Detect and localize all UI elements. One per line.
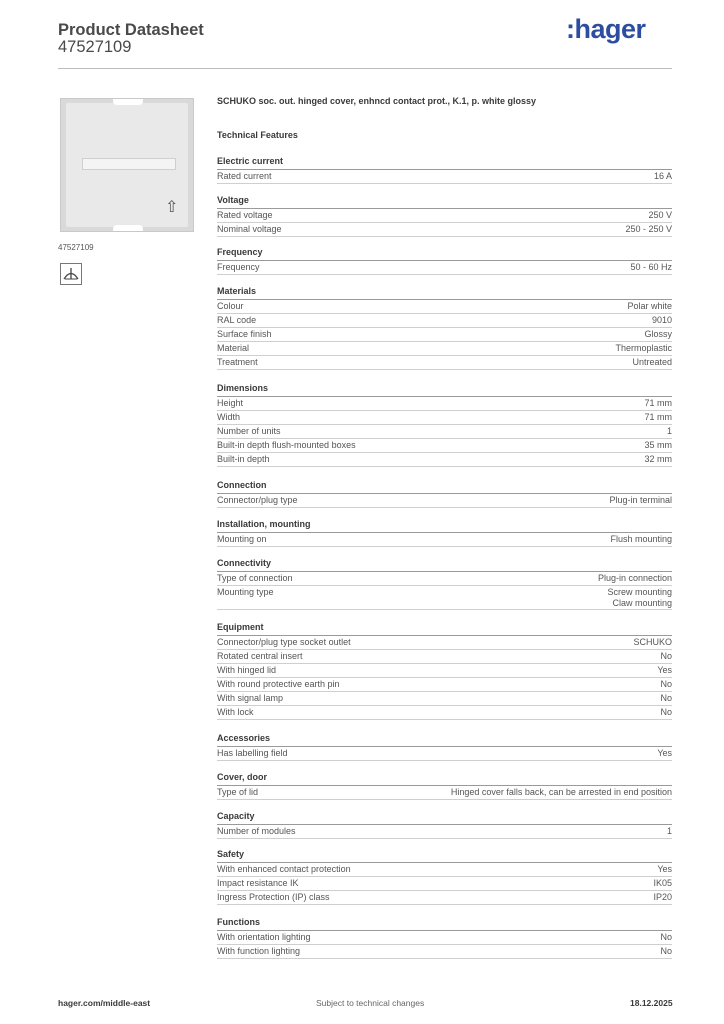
- bottom-notch: [113, 225, 143, 231]
- spec-row: [217, 223, 672, 237]
- spec-value: SCHUKO: [633, 637, 672, 647]
- spec-label: With hinged lid: [217, 665, 277, 675]
- footer-website: hager.com/middle-east: [58, 998, 151, 1008]
- spec-row: [217, 439, 672, 453]
- header-divider: [58, 68, 672, 69]
- spec-row: [217, 342, 672, 356]
- spec-row: [217, 786, 672, 800]
- section: [217, 558, 672, 610]
- technical-features-heading: Technical Features: [217, 130, 298, 140]
- spec-label: Colour: [217, 301, 244, 311]
- product-image: [60, 98, 194, 232]
- spec-value: Thermoplastic: [615, 343, 672, 353]
- section: [217, 849, 672, 905]
- section-title: Accessories: [217, 733, 672, 747]
- section-title: Safety: [217, 849, 672, 863]
- spec-label: Surface finish: [217, 329, 272, 339]
- spec-value: IK05: [653, 878, 672, 888]
- spec-label: Rated voltage: [217, 210, 273, 220]
- section-title: Electric current: [217, 156, 672, 170]
- spec-value: Hinged cover falls back, can be arrested in end position: [450, 787, 672, 797]
- spec-row: [217, 636, 672, 650]
- spec-value: No: [660, 679, 672, 689]
- section: [217, 480, 672, 508]
- spec-value: 1: [666, 426, 672, 436]
- spec-row: [217, 931, 672, 945]
- spec-row: [217, 692, 672, 706]
- section-title: Materials: [217, 286, 672, 300]
- spec-row: [217, 877, 672, 891]
- spec-value: Untreated: [632, 357, 672, 367]
- spec-value: Plug-in connection: [597, 573, 672, 583]
- section-title: Frequency: [217, 247, 672, 261]
- socket-symbol-icon: [60, 263, 82, 285]
- spec-row: [217, 650, 672, 664]
- spec-label: Rotated central insert: [217, 651, 303, 661]
- spec-value: Glossy: [644, 329, 672, 339]
- spec-label: Ingress Protection (IP) class: [217, 892, 330, 902]
- spec-value: 250 - 250 V: [625, 224, 672, 234]
- spec-label: Built-in depth flush-mounted boxes: [217, 440, 356, 450]
- section: [217, 917, 672, 959]
- image-caption: 47527109: [58, 243, 94, 252]
- section-title: Dimensions: [217, 383, 672, 397]
- spec-label: Width: [217, 412, 241, 422]
- product-number: 47527109: [58, 38, 132, 56]
- section: [217, 247, 672, 275]
- section: [217, 519, 672, 547]
- spec-label: Height: [217, 398, 244, 408]
- footer-date: 18.12.2025: [630, 998, 673, 1008]
- section: [217, 772, 672, 800]
- spec-row: [217, 314, 672, 328]
- section-title: Connectivity: [217, 558, 672, 572]
- spec-row: [217, 300, 672, 314]
- spec-row: [217, 328, 672, 342]
- section-title: Connection: [217, 480, 672, 494]
- spec-row: [217, 706, 672, 720]
- section: [217, 622, 672, 720]
- spec-label: Built-in depth: [217, 454, 270, 464]
- spec-value: 16 A: [653, 171, 672, 181]
- spec-row: [217, 664, 672, 678]
- spec-label: Mounting on: [217, 534, 267, 544]
- section-title: Installation, mounting: [217, 519, 672, 533]
- spec-value: 50 - 60 Hz: [630, 262, 672, 272]
- spec-label: Type of connection: [217, 573, 293, 583]
- spec-value: 1: [666, 826, 672, 836]
- section: [217, 195, 672, 237]
- spec-label: With enhanced contact protection: [217, 864, 351, 874]
- section: [217, 286, 672, 370]
- spec-label: Connector/plug type socket outlet: [217, 637, 351, 647]
- spec-value: 9010: [651, 315, 672, 325]
- spec-row: [217, 945, 672, 959]
- spec-label: With signal lamp: [217, 693, 284, 703]
- spec-label: Type of lid: [217, 787, 259, 797]
- spec-row: [217, 397, 672, 411]
- spec-label: Frequency: [217, 262, 260, 272]
- section: [217, 733, 672, 761]
- spec-row: [217, 453, 672, 467]
- section-title: Voltage: [217, 195, 672, 209]
- spec-value: No: [660, 946, 672, 956]
- product-description: SCHUKO soc. out. hinged cover, enhncd contact prot., K.1, p. white glossy: [217, 96, 537, 106]
- spec-value: Yes: [657, 665, 672, 675]
- spec-row: [217, 356, 672, 370]
- spec-value: Polar white: [627, 301, 672, 311]
- top-notch: [113, 99, 143, 105]
- spec-value: 71 mm: [644, 412, 672, 422]
- spec-label: Treatment: [217, 357, 258, 367]
- spec-value: Plug-in terminal: [609, 495, 672, 505]
- spec-row: [217, 825, 672, 839]
- spec-value: 32 mm: [644, 454, 672, 464]
- spec-label: Impact resistance IK: [217, 878, 299, 888]
- section-title: Equipment: [217, 622, 672, 636]
- spec-row: [217, 533, 672, 547]
- footer-notice: Subject to technical changes: [316, 998, 425, 1008]
- spec-row: [217, 170, 672, 184]
- page-title: Product Datasheet: [58, 21, 204, 39]
- spec-row: [217, 586, 672, 610]
- spec-label: Mounting type: [217, 587, 274, 597]
- spec-label: Connector/plug type: [217, 495, 298, 505]
- spec-row: [217, 891, 672, 905]
- spec-label: With round protective earth pin: [217, 679, 340, 689]
- spec-label: With lock: [217, 707, 254, 717]
- spec-value: 250 V: [648, 210, 672, 220]
- up-arrow-icon: ⇧: [165, 199, 179, 216]
- spec-label: RAL code: [217, 315, 257, 325]
- spec-row: [217, 411, 672, 425]
- spec-value: Screw mounting Claw mounting: [607, 587, 672, 608]
- spec-row: [217, 572, 672, 586]
- labelling-field: [82, 158, 176, 170]
- section-title: Functions: [217, 917, 672, 931]
- spec-row: [217, 209, 672, 223]
- spec-value: Flush mounting: [610, 534, 672, 544]
- spec-label: Nominal voltage: [217, 224, 282, 234]
- section: [217, 383, 672, 467]
- spec-label: Number of modules: [217, 826, 296, 836]
- spec-row: [217, 863, 672, 877]
- spec-label: Rated current: [217, 171, 272, 181]
- section: [217, 156, 672, 184]
- spec-value: No: [660, 693, 672, 703]
- spec-value: 71 mm: [644, 398, 672, 408]
- spec-value: No: [660, 651, 672, 661]
- section-title: Capacity: [217, 811, 672, 825]
- spec-label: With function lighting: [217, 946, 301, 956]
- section-title: Cover, door: [217, 772, 672, 786]
- spec-value: 35 mm: [644, 440, 672, 450]
- hager-logo: :hager: [566, 14, 646, 44]
- spec-row: [217, 261, 672, 275]
- spec-row: [217, 747, 672, 761]
- spec-value: No: [660, 932, 672, 942]
- spec-label: With orientation lighting: [217, 932, 311, 942]
- spec-row: [217, 678, 672, 692]
- spec-row: [217, 425, 672, 439]
- spec-value: No: [660, 707, 672, 717]
- spec-row: [217, 494, 672, 508]
- spec-value: IP20: [653, 892, 672, 902]
- spec-value: Yes: [657, 864, 672, 874]
- section: [217, 811, 672, 839]
- spec-label: Has labelling field: [217, 748, 288, 758]
- spec-value: Yes: [657, 748, 672, 758]
- spec-label: Number of units: [217, 426, 281, 436]
- spec-label: Material: [217, 343, 250, 353]
